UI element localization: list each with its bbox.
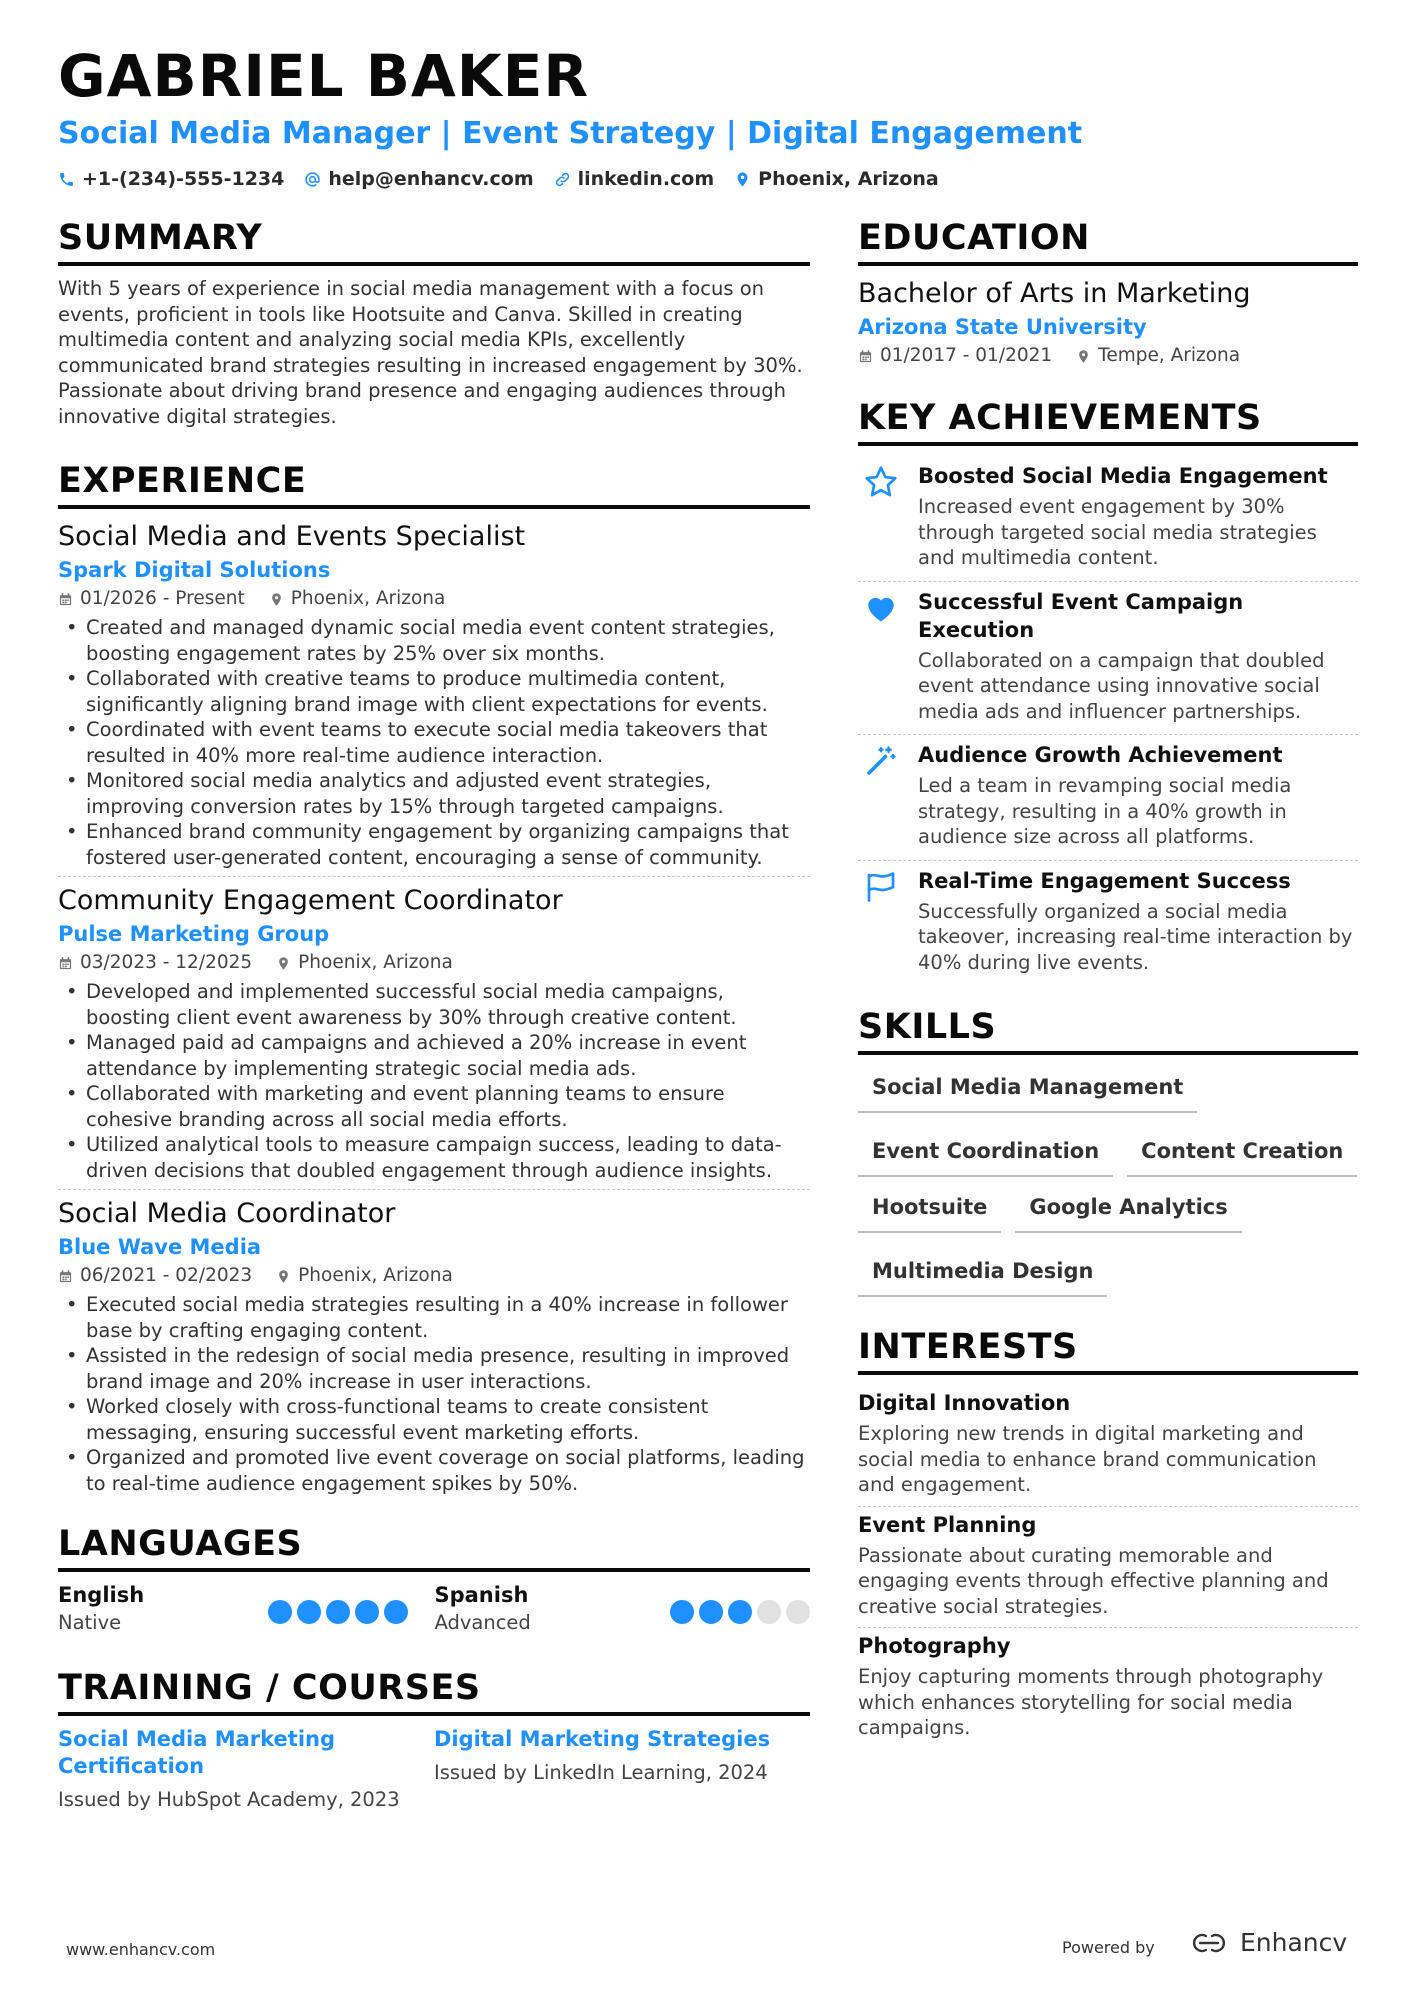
language-rating	[268, 1600, 408, 1624]
location-text: Phoenix, Arizona	[758, 168, 939, 190]
skills-list	[858, 1065, 1358, 1297]
job-location-wrap	[276, 1262, 453, 1290]
rating-dot-filled	[355, 1600, 379, 1624]
skill-tag: Event Coordination	[858, 1129, 1113, 1177]
job-dates-wrap	[58, 585, 245, 613]
rating-dot-empty	[786, 1600, 810, 1624]
languages-list	[58, 1582, 810, 1636]
job-dates: 01/2026 - Present	[80, 588, 245, 609]
phone-icon	[58, 171, 75, 188]
education-location: Tempe, Arizona	[1098, 345, 1241, 366]
skills-section	[858, 1005, 1358, 1297]
interest-desc: Exploring new trends in digital marketing and social media to enhance brand communication and engagement.	[858, 1422, 1317, 1496]
map-pin-icon	[269, 592, 284, 607]
interest-title: Event Planning	[858, 1512, 1037, 1537]
job-entry	[58, 1196, 810, 1502]
education-dates-wrap	[858, 342, 1052, 370]
education-dates: 01/2017 - 01/2021	[880, 345, 1053, 366]
email-text: help@enhancv.com	[328, 168, 534, 190]
summary-heading: SUMMARY	[58, 216, 810, 266]
course-title: Digital Marketing Strategies	[434, 1727, 771, 1751]
job-role: Community Engagement Coordinator	[58, 885, 563, 916]
job-location: Phoenix, Arizona	[290, 588, 446, 609]
calendar-icon	[58, 956, 73, 971]
contact-linkedin[interactable]	[554, 168, 715, 190]
job-location-wrap	[276, 949, 453, 977]
map-pin-icon	[734, 171, 751, 188]
achievements-heading: KEY ACHIEVEMENTS	[858, 396, 1358, 446]
job-meta	[58, 949, 810, 977]
languages-heading: LANGUAGES	[58, 1522, 810, 1572]
language-text	[434, 1582, 530, 1636]
language-text	[58, 1582, 144, 1636]
skills-heading: SKILLS	[858, 1005, 1358, 1055]
language-item	[434, 1582, 810, 1636]
achievements-section	[858, 396, 1358, 985]
education-meta	[858, 342, 1358, 370]
achievement-item	[858, 582, 1358, 736]
experience-heading: EXPERIENCE	[58, 459, 810, 509]
job-location: Phoenix, Arizona	[298, 1265, 453, 1286]
rating-dot-filled	[326, 1600, 350, 1624]
achievement-desc: Collaborated on a campaign that doubled event attendance using innovative social media ads and influencer partnerships.	[918, 648, 1325, 723]
achievement-desc: Increased event engagement by 30% through targeted social media strategies and multimedia content.	[918, 495, 1317, 569]
job-bullet: • Assisted in the redesign of social media presence, resulting in improved brand image and 20% increase in user interactions.	[58, 1343, 810, 1394]
map-pin-icon	[276, 1269, 291, 1284]
achievement-title: Real-Time Engagement Success	[918, 868, 1291, 893]
job-entry	[58, 883, 810, 1190]
interests-heading: INTERESTS	[858, 1325, 1358, 1375]
at-icon	[304, 171, 321, 188]
job-bullet: • Developed and implemented successful social media campaigns, boosting client event awareness by 30% through creative content.	[58, 979, 810, 1030]
rating-dot-filled	[670, 1600, 694, 1624]
job-meta	[58, 585, 810, 613]
contact-email[interactable]	[304, 168, 533, 190]
skill-tag: Google Analytics	[1015, 1185, 1241, 1233]
rating-dot-filled	[268, 1600, 292, 1624]
right-column	[858, 216, 1358, 1749]
linkedin-text: linkedin.com	[577, 168, 715, 190]
job-bullet: • Utilized analytical tools to measure campaign success, leading to data-driven decisions that doubled engagement through audience insights.	[58, 1132, 810, 1183]
candidate-name: GABRIEL BAKER	[58, 42, 590, 110]
flag-icon	[863, 869, 899, 905]
job-bullets	[58, 979, 810, 1183]
education-heading: EDUCATION	[858, 216, 1358, 266]
rating-dot-filled	[728, 1600, 752, 1624]
courses-list	[58, 1726, 810, 1813]
job-company: Spark Digital Solutions	[58, 558, 331, 582]
heart-icon	[863, 590, 899, 626]
achievement-desc: Successfully organized a social media takeover, increasing real-time interaction by 40% during live events.	[918, 899, 1353, 974]
contact-phone[interactable]	[58, 168, 284, 190]
language-rating	[670, 1600, 810, 1624]
enhancv-logo[interactable]	[1186, 1928, 1347, 1957]
skill-tag: Social Media Management	[858, 1065, 1197, 1113]
interests-section	[858, 1325, 1358, 1749]
link-icon	[554, 171, 571, 188]
map-pin-icon	[276, 956, 291, 971]
training-heading: TRAINING / COURSES	[58, 1666, 810, 1716]
job-bullet: • Enhanced brand community engagement by organizing campaigns that fostered user-generated content, encouraging a sense of community.	[58, 819, 810, 870]
job-bullet: • Managed paid ad campaigns and achieved a 20% increase in event attendance by implementing strategic social media ads.	[58, 1030, 810, 1081]
candidate-title: Social Media Manager | Event Strategy | Digital Engagement	[58, 116, 1083, 151]
rating-dot-empty	[757, 1600, 781, 1624]
interest-title: Photography	[858, 1634, 1011, 1658]
enhancv-logo-text: Enhancv	[1240, 1928, 1348, 1957]
footer-url[interactable]: www.enhancv.com	[66, 1940, 216, 1959]
map-pin-icon	[1076, 349, 1091, 364]
job-bullet: • Collaborated with marketing and event planning teams to ensure cohesive branding across all social media efforts.	[58, 1081, 810, 1132]
course-item	[434, 1726, 810, 1813]
achievement-item	[858, 456, 1358, 582]
interest-desc: Passionate about curating memorable and engaging events through effective planning and creative social strategies.	[858, 1543, 1329, 1618]
language-level: Advanced	[434, 1611, 531, 1634]
contact-row	[58, 168, 939, 190]
achievement-body	[918, 588, 1358, 725]
contact-location	[734, 168, 939, 190]
language-level: Native	[58, 1611, 122, 1634]
magic-wand-icon	[863, 743, 899, 779]
language-item	[58, 1582, 434, 1636]
skill-tag: Multimedia Design	[858, 1249, 1107, 1297]
job-bullets	[58, 615, 810, 870]
calendar-icon	[58, 1269, 73, 1284]
interest-desc: Enjoy capturing moments through photography which enhances storytelling for social media campaigns.	[858, 1665, 1324, 1739]
job-bullet: • Collaborated with creative teams to produce multimedia content, significantly aligning brand image with client expectations for events.	[58, 666, 810, 717]
achievement-item	[858, 861, 1358, 986]
achievement-icon-wrap	[858, 867, 904, 976]
rating-dot-filled	[297, 1600, 321, 1624]
job-role: Social Media Coordinator	[58, 1198, 396, 1229]
achievement-body	[918, 462, 1358, 571]
summary-section	[58, 216, 810, 429]
job-bullet: • Monitored social media analytics and adjusted event strategies, improving conversion rates by 15% through targeted campaigns.	[58, 768, 810, 819]
job-dates-wrap	[58, 949, 252, 977]
achievement-body	[918, 867, 1358, 976]
job-dates-wrap	[58, 1262, 252, 1290]
skill-tag: Hootsuite	[858, 1185, 1001, 1233]
job-role: Social Media and Events Specialist	[58, 521, 526, 552]
course-issuer: Issued by HubSpot Academy, 2023	[58, 1788, 400, 1811]
job-location: Phoenix, Arizona	[298, 952, 453, 973]
achievement-body	[918, 741, 1358, 850]
job-bullet: • Worked closely with cross-functional teams to create consistent messaging, ensuring successful event marketing efforts.	[58, 1394, 810, 1445]
education-degree: Bachelor of Arts in Marketing	[858, 278, 1251, 309]
job-location-wrap	[269, 585, 446, 613]
job-company: Blue Wave Media	[58, 1235, 262, 1259]
summary-text: With 5 years of experience in social media management with a focus on events, proficient in tools like Hootsuite and Canva. Skilled in creating multimedia content and analyzing social media KPIs, excellently communicated brand strategies resulting in increased engagement by 30%. Passionate about driving brand presence and engaging audiences through innovative digital strategies.	[58, 277, 803, 428]
job-bullet: • Created and managed dynamic social media event content strategies, boosting engagement rates by 25% over six months.	[58, 615, 810, 666]
job-bullets	[58, 1292, 810, 1496]
job-bullet: • Organized and promoted live event coverage on social platforms, leading to real-time audience engagement spikes by 50%.	[58, 1445, 810, 1496]
achievement-icon-wrap	[858, 741, 904, 850]
rating-dot-filled	[384, 1600, 408, 1624]
calendar-icon	[58, 592, 73, 607]
star-icon	[863, 464, 899, 500]
course-item	[58, 1726, 434, 1813]
education-location-wrap	[1076, 342, 1240, 370]
experience-section	[58, 459, 810, 1502]
language-name: English	[58, 1583, 145, 1607]
interest-title: Digital Innovation	[858, 1391, 1071, 1415]
interest-item	[858, 1507, 1358, 1629]
achievement-icon-wrap	[858, 462, 904, 571]
achievement-item	[858, 735, 1358, 861]
course-issuer: Issued by LinkedIn Learning, 2024	[434, 1761, 768, 1784]
job-entry	[58, 519, 810, 877]
rating-dot-filled	[699, 1600, 723, 1624]
skill-tag: Content Creation	[1127, 1129, 1357, 1177]
achievement-desc: Led a team in revamping social media strategy, resulting in a 40% growth in audience size across all platforms.	[918, 774, 1292, 848]
footer-powered-by: Powered by	[1062, 1938, 1155, 1957]
enhancv-logo-icon	[1186, 1930, 1232, 1956]
interest-item	[858, 1385, 1358, 1507]
phone-text: +1-(234)-555-1234	[82, 168, 285, 190]
languages-section	[58, 1522, 810, 1636]
language-name: Spanish	[434, 1583, 529, 1607]
job-company: Pulse Marketing Group	[58, 922, 330, 946]
job-dates: 03/2023 - 12/2025	[80, 952, 253, 973]
job-dates: 06/2021 - 02/2023	[80, 1265, 253, 1286]
job-meta	[58, 1262, 810, 1290]
education-school: Arizona State University	[858, 315, 1147, 339]
interest-item	[858, 1628, 1358, 1749]
education-section	[858, 216, 1358, 370]
achievement-icon-wrap	[858, 588, 904, 725]
job-bullet: • Coordinated with event teams to execute social media takeovers that resulted in 40% more real-time audience interaction.	[58, 717, 810, 768]
training-section	[58, 1666, 810, 1813]
achievement-title: Boosted Social Media Engagement	[918, 464, 1328, 488]
achievement-title: Audience Growth Achievement	[918, 743, 1283, 767]
calendar-icon	[858, 349, 873, 364]
left-column	[58, 216, 810, 1813]
course-title: Social Media Marketing Certification	[58, 1727, 336, 1778]
achievement-title: Successful Event Campaign Execution	[918, 589, 1244, 642]
job-bullet: • Executed social media strategies resulting in a 40% increase in follower base by crafting engaging content.	[58, 1292, 810, 1343]
